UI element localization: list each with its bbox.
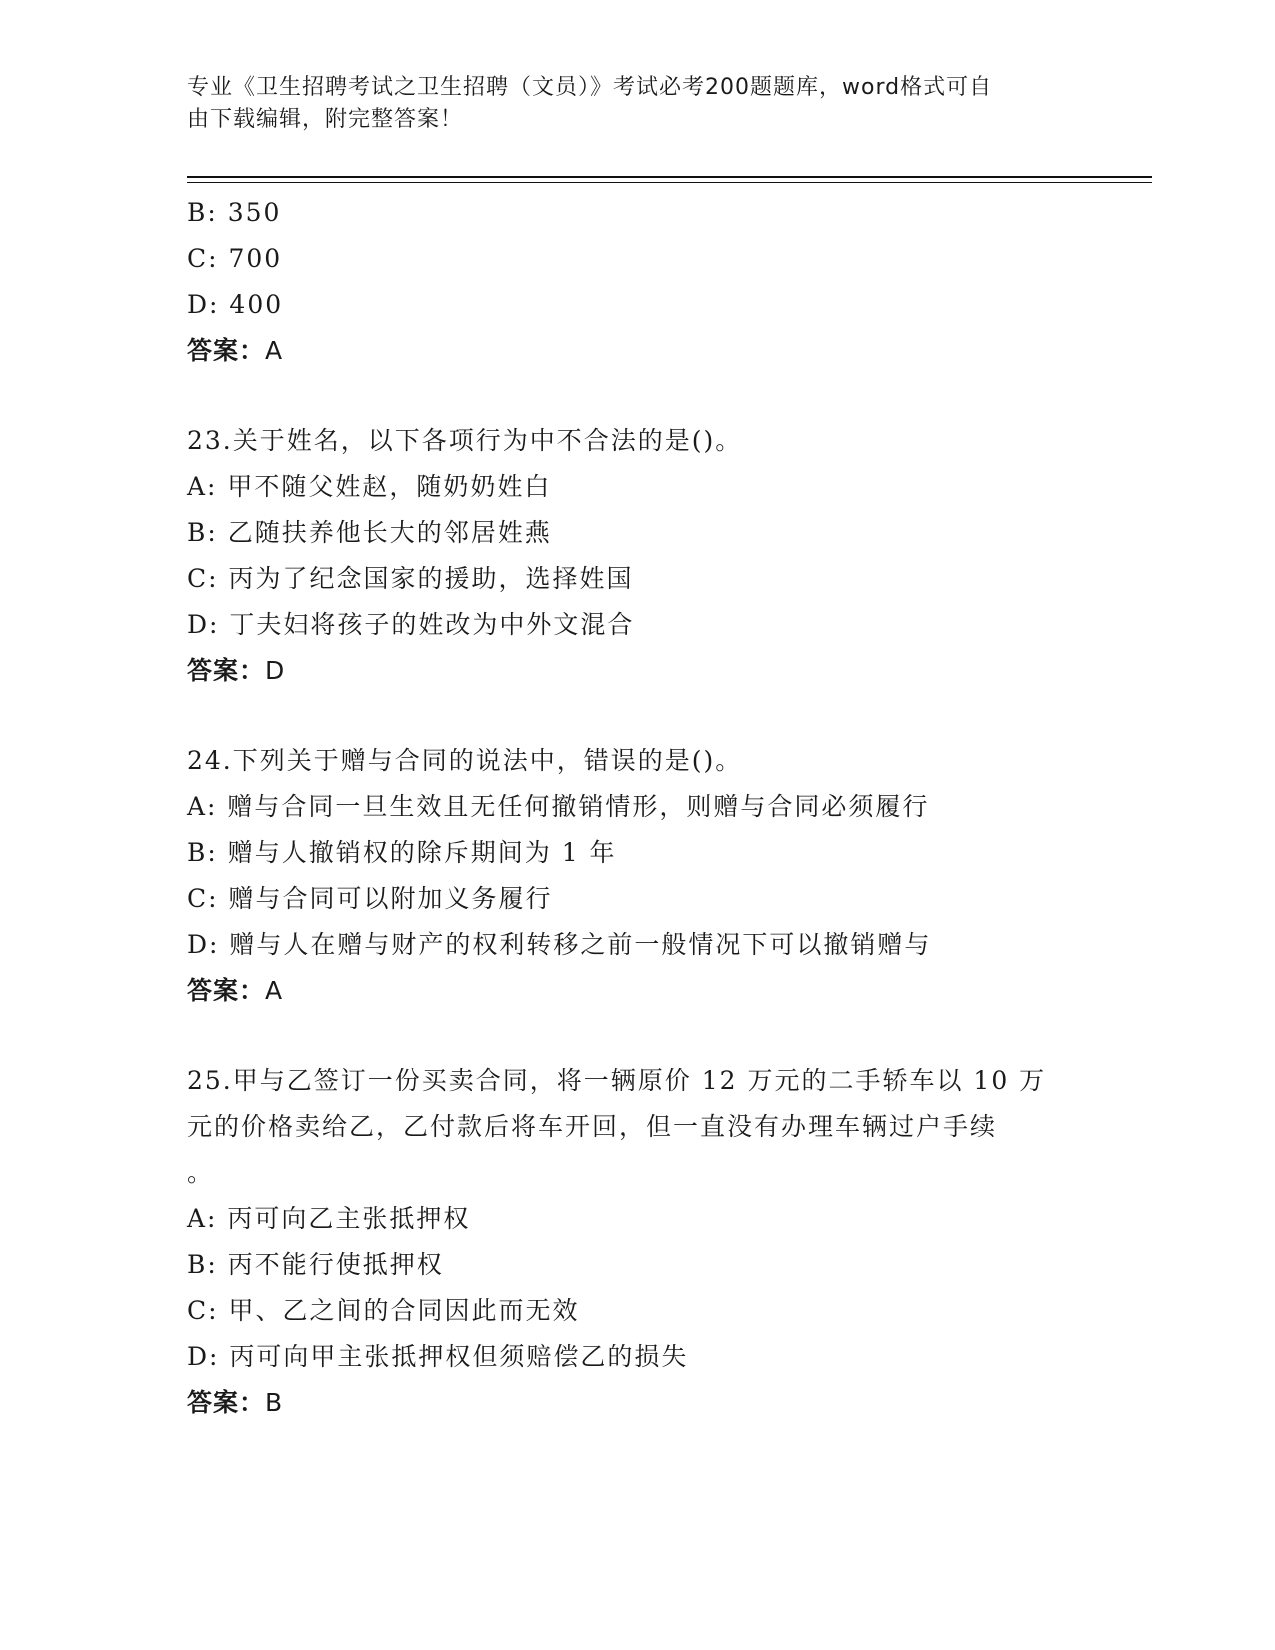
answer-line xyxy=(187,328,1087,374)
option-d: D: 丙可向甲主张抵押权但须赔偿乙的损失 xyxy=(187,1342,689,1371)
header-divider-thin xyxy=(187,182,1152,183)
answer-value: A xyxy=(265,976,284,1005)
question-content xyxy=(187,190,1087,1426)
question-24 xyxy=(187,738,1087,1014)
option-d: D: 丁夫妇将孩子的姓改为中外文混合 xyxy=(187,610,635,639)
question-stem-line-3: 。 xyxy=(187,1158,215,1187)
answer-value: A xyxy=(265,336,284,365)
option-a: A: 赠与合同一旦生效且无任何撤销情形，则赠与合同必须履行 xyxy=(187,792,930,821)
answer-label: 答案： xyxy=(187,336,266,365)
answer-label: 答案： xyxy=(187,1388,266,1417)
question-25 xyxy=(187,1058,1087,1426)
option-b: B: 丙不能行使抵押权 xyxy=(187,1250,444,1279)
header-divider-thick xyxy=(187,176,1152,178)
answer-value: B xyxy=(265,1388,284,1417)
option-d: D: 400 xyxy=(187,290,284,319)
option-d: D: 赠与人在赠与财产的权利转移之前一般情况下可以撤销赠与 xyxy=(187,930,932,959)
option-b: B: 赠与人撤销权的除斥期间为 1 年 xyxy=(187,838,617,867)
answer-line xyxy=(187,648,1087,694)
question-23 xyxy=(187,418,1087,694)
answer-line xyxy=(187,968,1087,1014)
question-22-tail xyxy=(187,190,1087,374)
option-c: C: 甲、乙之间的合同因此而无效 xyxy=(187,1296,580,1325)
document-header xyxy=(187,72,1067,136)
option-a: A: 甲不随父姓赵，随奶奶姓白 xyxy=(187,472,552,501)
question-stem-line-1: 25.甲与乙签订一份买卖合同，将一辆原价 12 万元的二手轿车以 10 万 xyxy=(187,1066,1047,1095)
header-line-2: 由下载编辑，附完整答案！ xyxy=(187,107,464,132)
option-a: A: 丙可向乙主张抵押权 xyxy=(187,1204,471,1233)
option-b: B: 350 xyxy=(187,198,282,227)
answer-value: D xyxy=(265,656,286,685)
header-line-1: 专业《卫生招聘考试之卫生招聘（文员）》考试必考200题题库，word格式可自 xyxy=(187,75,993,100)
question-stem: 23.关于姓名，以下各项行为中不合法的是()。 xyxy=(187,426,743,455)
option-c: C: 赠与合同可以附加义务履行 xyxy=(187,884,553,913)
question-stem: 24.下列关于赠与合同的说法中，错误的是()。 xyxy=(187,746,743,775)
answer-label: 答案： xyxy=(187,656,266,685)
option-b: B: 乙随扶养他长大的邻居姓燕 xyxy=(187,518,552,547)
option-c: C: 丙为了纪念国家的援助，选择姓国 xyxy=(187,564,634,593)
question-stem-line-2: 元的价格卖给乙，乙付款后将车开回，但一直没有办理车辆过户手续 xyxy=(187,1112,998,1141)
answer-line xyxy=(187,1380,1087,1426)
option-c: C: 700 xyxy=(187,244,283,273)
answer-label: 答案： xyxy=(187,976,266,1005)
